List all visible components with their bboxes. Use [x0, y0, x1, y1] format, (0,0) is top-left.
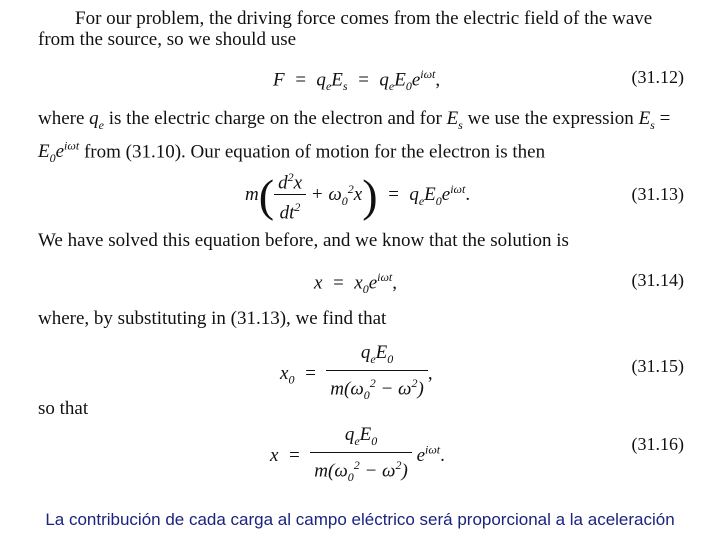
paragraph-intro-text: For our problem, the driving force comes from the electric field of the wave from the source, so we should use — [38, 8, 653, 50]
paragraph-substituting — [38, 308, 688, 329]
paragraph-where-qe-text-3: we use the expression — [462, 108, 639, 129]
equation-number-31-16: (31.16) — [631, 434, 684, 454]
paragraph-solved — [38, 230, 688, 251]
paragraph-intro — [38, 8, 688, 50]
equation-31-14-body: $x = x_0e^{i\omega t}$, — [314, 270, 398, 297]
paragraph-where-qe-text-2: is the electric charge on the electron and for — [104, 108, 447, 129]
equation-31-15 — [0, 342, 720, 402]
paragraph-where-qe-text-1: where — [38, 108, 90, 129]
paragraph-substituting-text: where, by substituting in (31.13), we find that — [38, 308, 387, 329]
equation-31-15-body: $x_0$ = $\frac{q_eE_0}{m(\omega_0^2 - \omega^2)}$ , — [280, 342, 433, 402]
paragraph-so-that — [38, 398, 688, 419]
equation-number-31-12: (31.12) — [631, 67, 684, 87]
equation-31-13 — [0, 166, 720, 222]
equation-31-16-body: x = $\frac{q_eE_0}{m(\omega_0^2 - \omega^2)}$ $e^{i\omega t}$. — [270, 424, 445, 484]
paragraph-where-qe-text-4: from (31.10). Our equation of motion for the electron is then — [79, 141, 546, 163]
equation-number-31-13: (31.13) — [631, 184, 684, 204]
equation-31-12-body: $F = q_eE_s = q_eE_0e^{i\omega t}$, — [273, 67, 441, 94]
paragraph-solved-text: We have solved this equation before, and we know that the solution is — [38, 230, 569, 251]
paragraph-where-qe: where $q_e$ is the electric charge on the electron and for $E_s$ we use the expression $E_s = E_0e^{i\omega t}$ from (31.10). Our equation of motion for the electron is then — [38, 108, 671, 165]
equation-31-13-body: m( $\frac{d^2x}{dt^2}$ + $\omega_0^2x) = q_eE_0e^{i\omega t}$. — [245, 166, 470, 226]
equation-31-16 — [0, 424, 720, 484]
caption-text: La contribución de cada carga al campo eléctrico será proporcional a la aceleración — [45, 510, 675, 529]
equation-number-31-14: (31.14) — [631, 270, 684, 290]
equation-number-31-15: (31.15) — [631, 356, 684, 376]
paragraph-so-that-text: so that — [38, 398, 89, 419]
